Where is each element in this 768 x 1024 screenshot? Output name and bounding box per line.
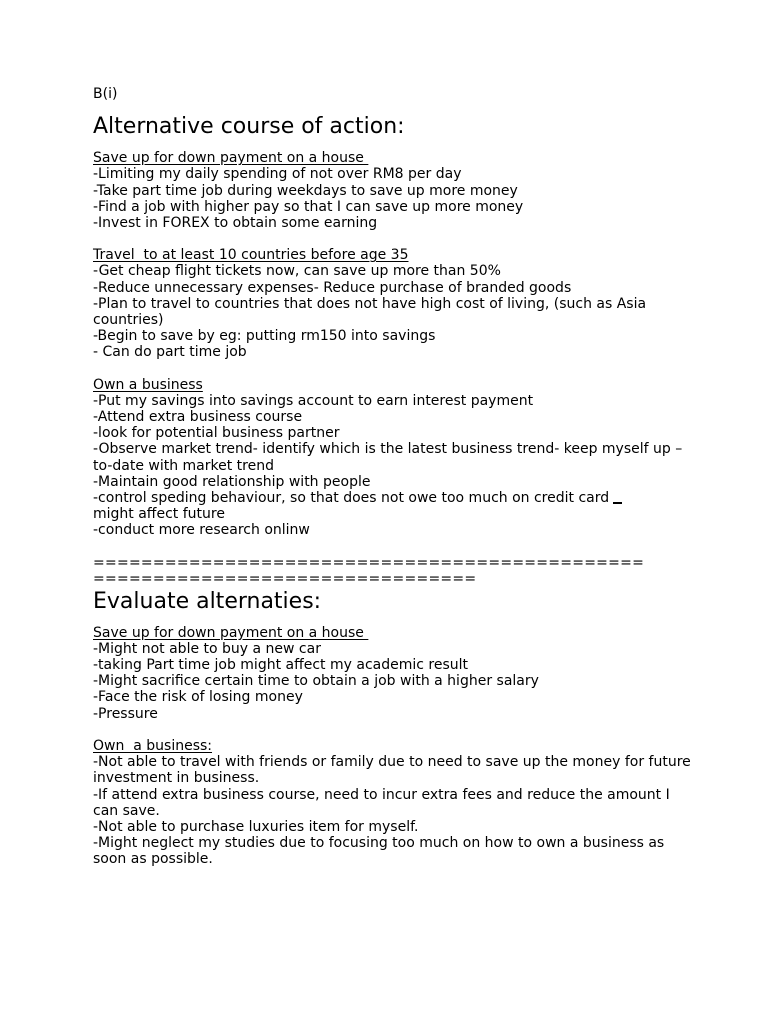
goal3-item-credit-card [93, 490, 693, 506]
goal1-item: -Limiting my daily spending of not over RM8 per day [93, 166, 462, 183]
eval2-item: -Not able to purchase luxuries item for myself. [93, 818, 419, 835]
goal2-item: -Reduce unnecessary expenses- Reduce purchase of branded goods [93, 279, 572, 296]
goal3-item: -Observe market trend- identify which is the latest business trend- keep myself up –to-date with market trend [93, 441, 683, 474]
goal3-item-text: -control speding behaviour, so that does not owe too much on credit card [93, 490, 610, 507]
goal2-item: -Begin to save by eg: putting rm150 into savings [93, 328, 436, 345]
document-page [93, 86, 696, 868]
heading-evaluate-alternatives: Evaluate alternaties: [93, 588, 322, 614]
goal2-item: - Can do part time job [93, 344, 247, 361]
eval2-item: -Might neglect my studies due to focusing too much on how to own a business as soon as possible. [93, 835, 669, 868]
goal3-title: Own a business [93, 376, 203, 393]
goal2-title: Travel to at least 10 countries before age 35 [93, 247, 409, 264]
eval1-item: -taking Part time job might affect my academic result [93, 657, 468, 674]
goal3-item: -Maintain good relationship with people [93, 473, 371, 490]
eval2-item: -Not able to travel with friends or family due to need to save up the money for future investment in business. [93, 754, 696, 787]
underscore-mark [613, 499, 622, 504]
goal1-item: -Take part time job during weekdays to save up more money [93, 182, 518, 199]
goal3-item: -Attend extra business course [93, 409, 303, 426]
separator-line: ============================================== [93, 554, 645, 571]
goal3-item: -conduct more research onlinw [93, 522, 310, 539]
eval1-item: -Face the risk of losing money [93, 689, 303, 706]
eval2-title: Own a business: [93, 737, 213, 754]
goal3-item: -Put my savings into savings account to earn interest payment [93, 392, 534, 409]
goal3-item-continuation: might affect future [93, 506, 225, 523]
goal1-item: -Find a job with higher pay so that I can save up more money [93, 198, 524, 215]
separator-line: ================================ [93, 570, 477, 587]
goal2-item: -Get cheap flight tickets now, can save up more than 50% [93, 263, 501, 280]
section-label: B(i) [93, 86, 118, 102]
goal2-item: -Plan to travel to countries that does not have high cost of living, (such as Asia countries) [93, 295, 651, 329]
goal1-item: -Invest in FOREX to obtain some earning [93, 215, 378, 232]
heading-alternative-course: Alternative course of action: [93, 114, 405, 140]
eval1-item: -Might not able to buy a new car [93, 640, 321, 657]
eval1-title: Save up for down payment on a house [93, 624, 369, 641]
eval1-item: -Might sacrifice certain time to obtain a job with a higher salary [93, 673, 539, 690]
goal3-item: -look for potential business partner [93, 425, 340, 442]
eval1-item: -Pressure [93, 705, 158, 722]
goal1-title: Save up for down payment on a house [93, 150, 369, 167]
eval2-item: -If attend extra business course, need to incur extra fees and reduce the amount I can save. [93, 786, 675, 819]
